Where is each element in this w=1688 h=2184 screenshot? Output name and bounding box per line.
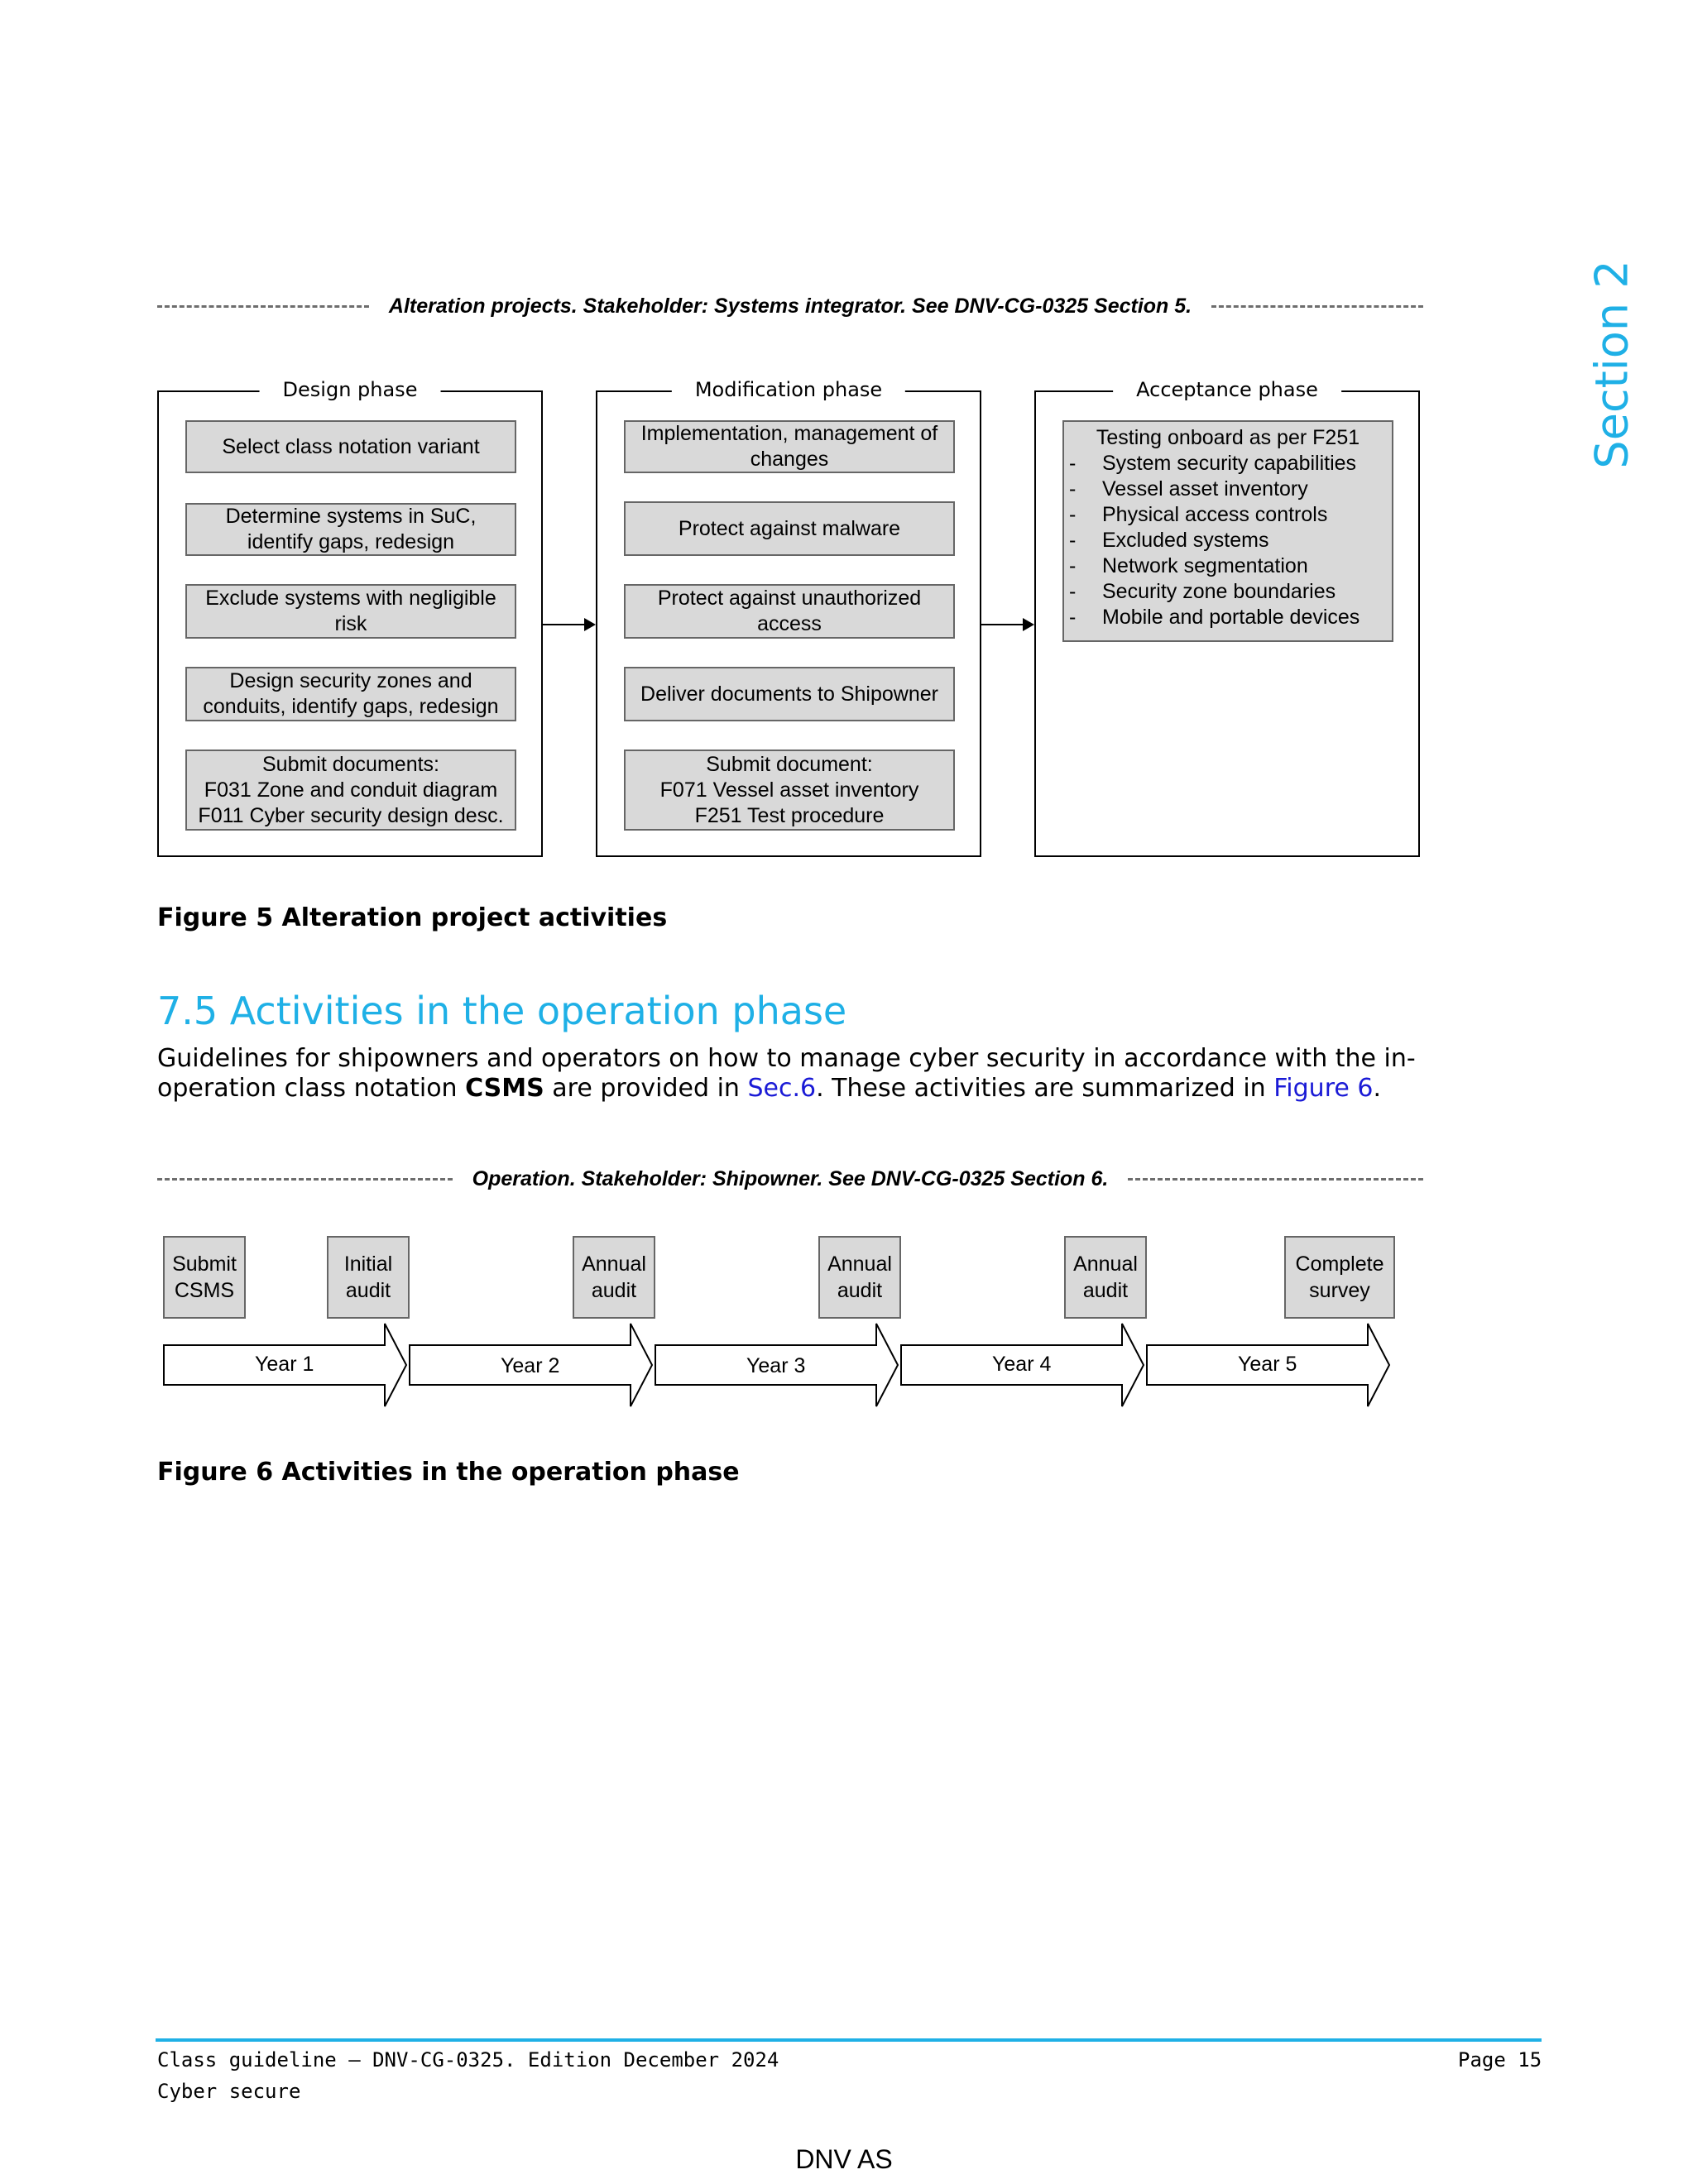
milestone-box: Initial audit (327, 1236, 410, 1319)
sec6-link[interactable]: Sec.6 (747, 1074, 817, 1103)
year-label: Year 3 (746, 1354, 806, 1377)
footer-doc-title: Class guideline — DNV-CG-0325. Edition December 2024 (157, 2048, 779, 2071)
phase-connector-line (543, 624, 584, 625)
acceptance-item (1069, 528, 1387, 553)
figure6-stakeholder-line (157, 1162, 1423, 1195)
dashed-rule-left (157, 1178, 453, 1181)
modification-box: Protect against unauthorized access (624, 584, 955, 639)
paragraph-text: are provided in (544, 1074, 748, 1103)
paragraph-text: . These activities are summarized in (816, 1074, 1274, 1103)
body-paragraph (157, 1044, 1431, 1104)
milestone-box: Annual audit (573, 1236, 655, 1319)
acceptance-item-text: System security capabilities (1102, 452, 1357, 475)
acceptance-box (1062, 420, 1393, 642)
acceptance-item-text: Mobile and portable devices (1102, 606, 1360, 629)
acceptance-phase-frame (1034, 378, 1420, 857)
figure5-stakeholder-text: Alteration projects. Stakeholder: Systems integrator. See DNV-CG-0325 Section 5. (388, 294, 1192, 318)
figure6-stakeholder-text: Operation. Stakeholder: Shipowner. See DNV-CG-0325 Section 6. (472, 1166, 1109, 1190)
section-tab-label: Section 2 (1585, 259, 1638, 469)
design-box: Select class notation variant (185, 420, 516, 473)
acceptance-item-text: Network segmentation (1102, 554, 1308, 577)
list-bullet: - (1069, 503, 1077, 526)
acceptance-item-text: Physical access controls (1102, 503, 1328, 526)
year-label: Year 5 (1238, 1353, 1297, 1376)
year-label: Year 4 (992, 1353, 1052, 1376)
figure5-caption: Figure 5 Alteration project activities (157, 903, 668, 932)
figure6-link[interactable]: Figure 6 (1273, 1074, 1374, 1103)
dashed-rule-left (157, 305, 369, 308)
year-label: Year 2 (501, 1354, 560, 1377)
acceptance-item (1069, 502, 1387, 528)
footer-subtitle: Cyber secure (157, 2080, 301, 2103)
modification-box: Protect against malware (624, 501, 955, 556)
list-bullet: - (1069, 477, 1077, 500)
list-bullet: - (1069, 529, 1077, 552)
list-bullet: - (1069, 580, 1077, 603)
paragraph-text: . (1373, 1074, 1382, 1103)
acceptance-item-text: Security zone boundaries (1102, 580, 1336, 603)
arrow-right-icon (1023, 618, 1034, 631)
section-tab (1579, 248, 1645, 480)
list-bullet: - (1069, 554, 1077, 577)
dashed-rule-right (1128, 1178, 1423, 1181)
acceptance-item (1069, 579, 1387, 605)
acceptance-item (1069, 553, 1387, 579)
design-box: Design security zones and conduits, identify gaps, redesign (185, 667, 516, 721)
modification-phase-title: Modification phase (672, 378, 905, 401)
design-phase-title: Design phase (260, 378, 441, 401)
acceptance-phase-title: Acceptance phase (1113, 378, 1341, 401)
design-box: Exclude systems with negligible risk (185, 584, 516, 639)
milestone-box: Complete survey (1284, 1236, 1395, 1319)
arrow-right-icon (584, 618, 596, 631)
figure6-caption: Figure 6 Activities in the operation phase (157, 1458, 740, 1487)
list-bullet: - (1069, 452, 1077, 475)
modification-box: Implementation, management of changes (624, 420, 955, 473)
list-bullet: - (1069, 606, 1077, 629)
design-phase-frame (157, 378, 543, 857)
acceptance-item (1069, 605, 1387, 630)
footer-company: DNV AS (795, 2144, 893, 2174)
milestone-box: Annual audit (818, 1236, 901, 1319)
footer-rule (156, 2038, 1542, 2042)
design-box: Submit documents: F031 Zone and conduit diagram F011 Cyber security design desc. (185, 750, 516, 831)
paragraph-text: Guidelines for shipowners and operators on how to manage cyber security in accordance with the in-operation class notation (157, 1044, 1416, 1103)
year-label: Year 1 (255, 1353, 314, 1376)
phase-connector-line (981, 624, 1023, 625)
modification-box: Deliver documents to Shipowner (624, 667, 955, 721)
modification-box: Submit document: F071 Vessel asset inventory F251 Test procedure (624, 750, 955, 831)
milestone-box: Annual audit (1064, 1236, 1147, 1319)
section-heading: 7.5 Activities in the operation phase (157, 989, 847, 1033)
figure5-stakeholder-line (157, 290, 1423, 323)
paragraph-bold-term: CSMS (465, 1074, 544, 1103)
milestone-box: Submit CSMS (163, 1236, 246, 1319)
acceptance-item-text: Vessel asset inventory (1102, 477, 1308, 500)
acceptance-item-text: Excluded systems (1102, 529, 1269, 552)
acceptance-item (1069, 451, 1387, 477)
acceptance-heading: Testing onboard as per F251 (1096, 426, 1360, 449)
acceptance-item (1069, 477, 1387, 502)
footer-page-number: Page 15 (1458, 2048, 1542, 2071)
dashed-rule-right (1211, 305, 1423, 308)
design-box: Determine systems in SuC, identify gaps, redesign (185, 503, 516, 556)
modification-phase-frame (596, 378, 981, 857)
